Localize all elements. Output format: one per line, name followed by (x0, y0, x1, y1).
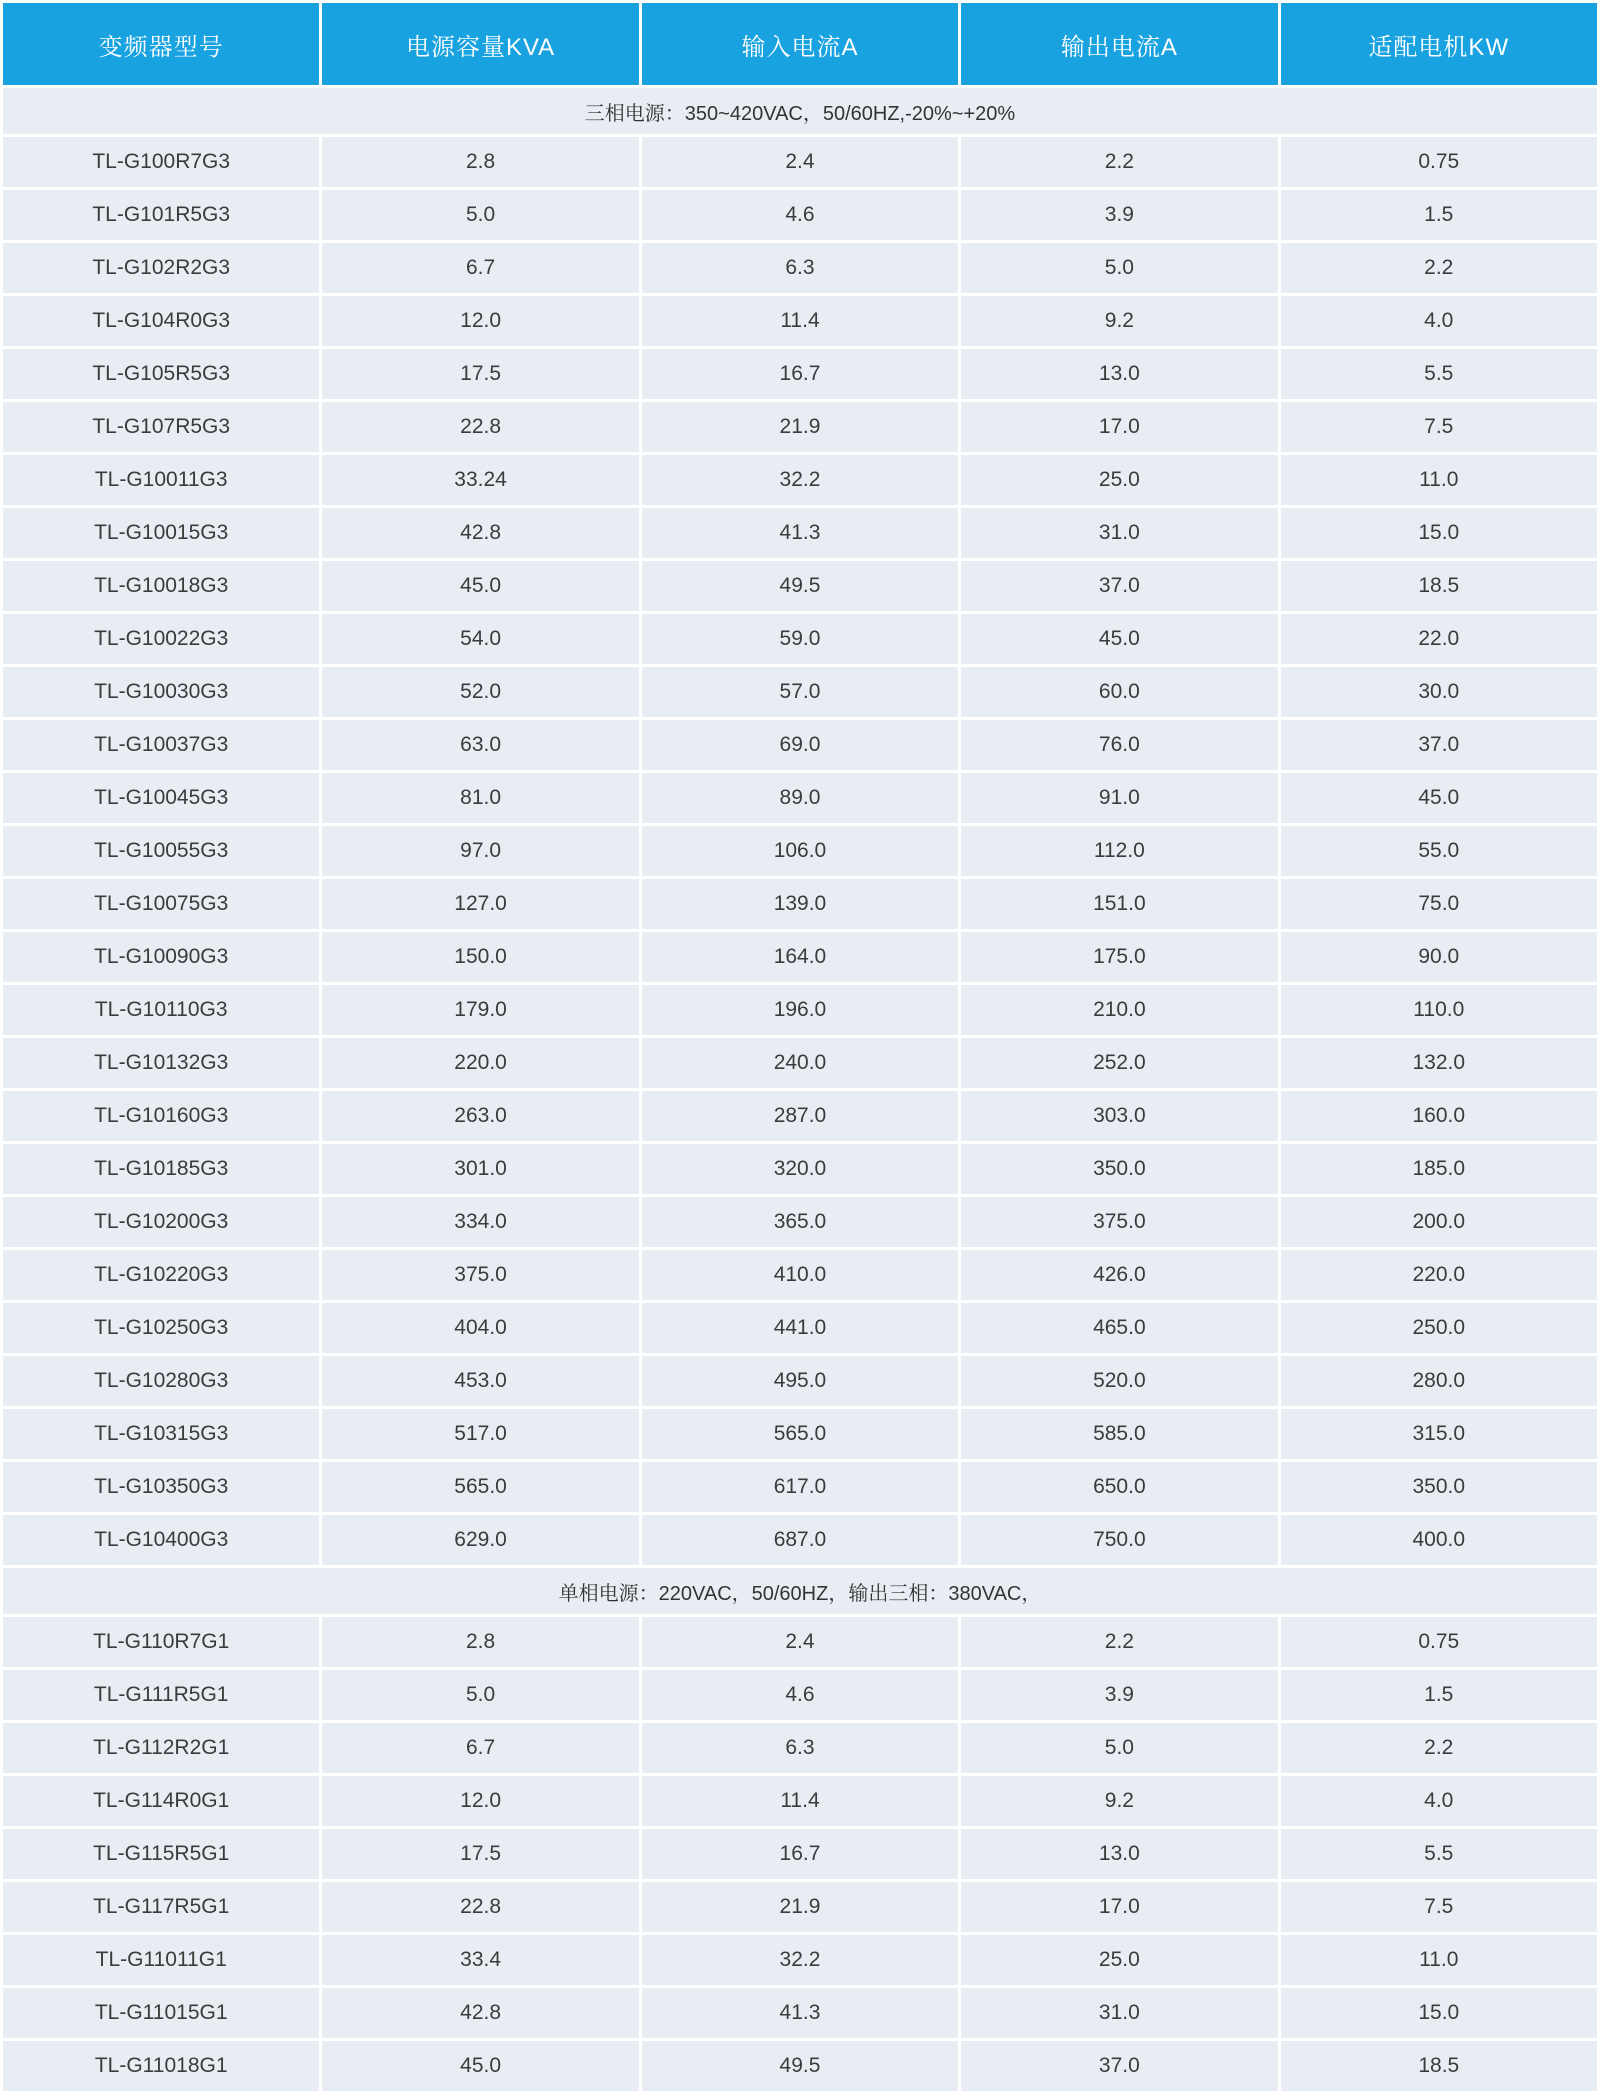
table-row (3, 614, 1597, 664)
table-row (3, 1515, 1597, 1565)
input-cell: 139.0 (642, 879, 958, 929)
motor-cell: 5.5 (1281, 349, 1597, 399)
output-cell: 17.0 (961, 1882, 1277, 1932)
table-row (3, 1882, 1597, 1932)
kva-cell: 42.8 (322, 1988, 638, 2038)
input-cell: 16.7 (642, 1829, 958, 1879)
input-cell: 6.3 (642, 243, 958, 293)
table-row (3, 137, 1597, 187)
model-cell: TL-G111R5G1 (3, 1670, 319, 1720)
kva-cell: 5.0 (322, 190, 638, 240)
motor-cell: 0.75 (1281, 1617, 1597, 1667)
table-row (3, 243, 1597, 293)
model-cell: TL-G10110G3 (3, 985, 319, 1035)
input-cell: 57.0 (642, 667, 958, 717)
table-row (3, 561, 1597, 611)
output-cell: 60.0 (961, 667, 1277, 717)
input-cell: 365.0 (642, 1197, 958, 1247)
table-row (3, 1776, 1597, 1826)
output-cell: 9.2 (961, 1776, 1277, 1826)
kva-cell: 45.0 (322, 2041, 638, 2091)
model-cell: TL-G114R0G1 (3, 1776, 319, 1826)
kva-cell: 6.7 (322, 1723, 638, 1773)
motor-cell: 2.2 (1281, 243, 1597, 293)
input-cell: 49.5 (642, 561, 958, 611)
input-cell: 41.3 (642, 508, 958, 558)
kva-cell: 220.0 (322, 1038, 638, 1088)
section-title: 单相电源：220VAC，50/60HZ，输出三相：380VAC， (3, 1568, 1597, 1614)
kva-cell: 22.8 (322, 402, 638, 452)
table-row (3, 1250, 1597, 1300)
output-cell: 13.0 (961, 1829, 1277, 1879)
table-row (3, 455, 1597, 505)
output-cell: 2.2 (961, 1617, 1277, 1667)
motor-cell: 160.0 (1281, 1091, 1597, 1141)
model-cell: TL-G10400G3 (3, 1515, 319, 1565)
input-cell: 240.0 (642, 1038, 958, 1088)
output-cell: 25.0 (961, 1935, 1277, 1985)
output-cell: 5.0 (961, 1723, 1277, 1773)
model-cell: TL-G100R7G3 (3, 137, 319, 187)
input-cell: 4.6 (642, 190, 958, 240)
input-cell: 495.0 (642, 1356, 958, 1406)
output-cell: 2.2 (961, 137, 1277, 187)
model-cell: TL-G104R0G3 (3, 296, 319, 346)
table-row (3, 1988, 1597, 2038)
motor-cell: 4.0 (1281, 296, 1597, 346)
output-cell: 45.0 (961, 614, 1277, 664)
column-header-kva: 电源容量KVA (322, 3, 638, 85)
model-cell: TL-G10037G3 (3, 720, 319, 770)
section-title-row-three-phase (3, 88, 1597, 134)
kva-cell: 2.8 (322, 137, 638, 187)
output-cell: 112.0 (961, 826, 1277, 876)
input-cell: 106.0 (642, 826, 958, 876)
table-row (3, 826, 1597, 876)
input-cell: 32.2 (642, 1935, 958, 1985)
table-row (3, 402, 1597, 452)
model-cell: TL-G10022G3 (3, 614, 319, 664)
model-cell: TL-G10250G3 (3, 1303, 319, 1353)
kva-cell: 127.0 (322, 879, 638, 929)
model-cell: TL-G10315G3 (3, 1409, 319, 1459)
motor-cell: 7.5 (1281, 1882, 1597, 1932)
table-row (3, 1409, 1597, 1459)
input-cell: 164.0 (642, 932, 958, 982)
table-row (3, 296, 1597, 346)
table-row (3, 1462, 1597, 1512)
model-cell: TL-G10045G3 (3, 773, 319, 823)
model-cell: TL-G10090G3 (3, 932, 319, 982)
motor-cell: 18.5 (1281, 2041, 1597, 2091)
model-cell: TL-G10220G3 (3, 1250, 319, 1300)
output-cell: 5.0 (961, 243, 1277, 293)
model-cell: TL-G10030G3 (3, 667, 319, 717)
motor-cell: 200.0 (1281, 1197, 1597, 1247)
model-cell: TL-G11018G1 (3, 2041, 319, 2091)
kva-cell: 81.0 (322, 773, 638, 823)
kva-cell: 6.7 (322, 243, 638, 293)
kva-cell: 334.0 (322, 1197, 638, 1247)
output-cell: 175.0 (961, 932, 1277, 982)
motor-cell: 45.0 (1281, 773, 1597, 823)
motor-cell: 0.75 (1281, 137, 1597, 187)
kva-cell: 2.8 (322, 1617, 638, 1667)
column-header-model: 变频器型号 (3, 3, 319, 85)
model-cell: TL-G10280G3 (3, 1356, 319, 1406)
output-cell: 650.0 (961, 1462, 1277, 1512)
input-cell: 617.0 (642, 1462, 958, 1512)
input-cell: 4.6 (642, 1670, 958, 1720)
output-cell: 13.0 (961, 349, 1277, 399)
section-title: 三相电源：350~420VAC，50/60HZ,-20%~+20% (3, 88, 1597, 134)
motor-cell: 22.0 (1281, 614, 1597, 664)
input-cell: 49.5 (642, 2041, 958, 2091)
model-cell: TL-G110R7G1 (3, 1617, 319, 1667)
motor-cell: 37.0 (1281, 720, 1597, 770)
model-cell: TL-G105R5G3 (3, 349, 319, 399)
kva-cell: 517.0 (322, 1409, 638, 1459)
model-cell: TL-G10185G3 (3, 1144, 319, 1194)
output-cell: 3.9 (961, 1670, 1277, 1720)
output-cell: 375.0 (961, 1197, 1277, 1247)
motor-cell: 1.5 (1281, 1670, 1597, 1720)
table-row (3, 720, 1597, 770)
input-cell: 11.4 (642, 296, 958, 346)
motor-cell: 55.0 (1281, 826, 1597, 876)
output-cell: 25.0 (961, 455, 1277, 505)
motor-cell: 15.0 (1281, 1988, 1597, 2038)
motor-cell: 132.0 (1281, 1038, 1597, 1088)
kva-cell: 404.0 (322, 1303, 638, 1353)
output-cell: 76.0 (961, 720, 1277, 770)
table-row (3, 773, 1597, 823)
input-cell: 196.0 (642, 985, 958, 1035)
section-title-row-single-phase (3, 1568, 1597, 1614)
kva-cell: 179.0 (322, 985, 638, 1035)
table-row (3, 879, 1597, 929)
model-cell: TL-G10200G3 (3, 1197, 319, 1247)
input-cell: 687.0 (642, 1515, 958, 1565)
model-cell: TL-G10160G3 (3, 1091, 319, 1141)
output-cell: 37.0 (961, 2041, 1277, 2091)
kva-cell: 12.0 (322, 296, 638, 346)
output-cell: 465.0 (961, 1303, 1277, 1353)
model-cell: TL-G10075G3 (3, 879, 319, 929)
motor-cell: 30.0 (1281, 667, 1597, 717)
output-cell: 31.0 (961, 508, 1277, 558)
output-cell: 252.0 (961, 1038, 1277, 1088)
input-cell: 21.9 (642, 402, 958, 452)
kva-cell: 5.0 (322, 1670, 638, 1720)
section-single-phase (3, 1568, 1597, 2091)
model-cell: TL-G11011G1 (3, 1935, 319, 1985)
kva-cell: 63.0 (322, 720, 638, 770)
kva-cell: 42.8 (322, 508, 638, 558)
model-cell: TL-G10015G3 (3, 508, 319, 558)
kva-cell: 45.0 (322, 561, 638, 611)
input-cell: 287.0 (642, 1091, 958, 1141)
output-cell: 210.0 (961, 985, 1277, 1035)
input-cell: 320.0 (642, 1144, 958, 1194)
input-cell: 565.0 (642, 1409, 958, 1459)
kva-cell: 565.0 (322, 1462, 638, 1512)
section-three-phase (3, 88, 1597, 1565)
motor-cell: 110.0 (1281, 985, 1597, 1035)
kva-cell: 52.0 (322, 667, 638, 717)
table-row (3, 1303, 1597, 1353)
input-cell: 69.0 (642, 720, 958, 770)
kva-cell: 33.24 (322, 455, 638, 505)
output-cell: 350.0 (961, 1144, 1277, 1194)
kva-cell: 17.5 (322, 1829, 638, 1879)
motor-cell: 280.0 (1281, 1356, 1597, 1406)
motor-cell: 400.0 (1281, 1515, 1597, 1565)
output-cell: 585.0 (961, 1409, 1277, 1459)
motor-cell: 1.5 (1281, 190, 1597, 240)
kva-cell: 629.0 (322, 1515, 638, 1565)
motor-cell: 250.0 (1281, 1303, 1597, 1353)
output-cell: 91.0 (961, 773, 1277, 823)
table-row (3, 1197, 1597, 1247)
table-row (3, 1670, 1597, 1720)
model-cell: TL-G107R5G3 (3, 402, 319, 452)
kva-cell: 33.4 (322, 1935, 638, 1985)
model-cell: TL-G117R5G1 (3, 1882, 319, 1932)
table-row (3, 985, 1597, 1035)
table-row (3, 190, 1597, 240)
column-header-input: 输入电流A (642, 3, 958, 85)
output-cell: 520.0 (961, 1356, 1277, 1406)
input-cell: 11.4 (642, 1776, 958, 1826)
table-row (3, 1935, 1597, 1985)
motor-cell: 90.0 (1281, 932, 1597, 982)
kva-cell: 453.0 (322, 1356, 638, 1406)
model-cell: TL-G11015G1 (3, 1988, 319, 2038)
table-row (3, 349, 1597, 399)
kva-cell: 22.8 (322, 1882, 638, 1932)
motor-cell: 4.0 (1281, 1776, 1597, 1826)
model-cell: TL-G115R5G1 (3, 1829, 319, 1879)
model-cell: TL-G10011G3 (3, 455, 319, 505)
motor-cell: 315.0 (1281, 1409, 1597, 1459)
input-cell: 6.3 (642, 1723, 958, 1773)
model-cell: TL-G10018G3 (3, 561, 319, 611)
input-cell: 441.0 (642, 1303, 958, 1353)
model-cell: TL-G10132G3 (3, 1038, 319, 1088)
column-header-motor: 适配电机KW (1281, 3, 1597, 85)
motor-cell: 185.0 (1281, 1144, 1597, 1194)
input-cell: 21.9 (642, 1882, 958, 1932)
input-cell: 32.2 (642, 455, 958, 505)
input-cell: 16.7 (642, 349, 958, 399)
motor-cell: 18.5 (1281, 561, 1597, 611)
model-cell: TL-G10350G3 (3, 1462, 319, 1512)
model-cell: TL-G112R2G1 (3, 1723, 319, 1773)
input-cell: 410.0 (642, 1250, 958, 1300)
column-header-output: 输出电流A (961, 3, 1277, 85)
motor-cell: 7.5 (1281, 402, 1597, 452)
motor-cell: 220.0 (1281, 1250, 1597, 1300)
table-row (3, 508, 1597, 558)
table-row (3, 2041, 1597, 2091)
output-cell: 426.0 (961, 1250, 1277, 1300)
output-cell: 750.0 (961, 1515, 1277, 1565)
table-row (3, 1723, 1597, 1773)
output-cell: 17.0 (961, 402, 1277, 452)
table-row (3, 1038, 1597, 1088)
input-cell: 2.4 (642, 137, 958, 187)
kva-cell: 97.0 (322, 826, 638, 876)
input-cell: 2.4 (642, 1617, 958, 1667)
kva-cell: 17.5 (322, 349, 638, 399)
model-cell: TL-G101R5G3 (3, 190, 319, 240)
output-cell: 303.0 (961, 1091, 1277, 1141)
header-row (3, 3, 1597, 85)
kva-cell: 54.0 (322, 614, 638, 664)
motor-cell: 11.0 (1281, 1935, 1597, 1985)
table-row (3, 1356, 1597, 1406)
output-cell: 9.2 (961, 296, 1277, 346)
kva-cell: 12.0 (322, 1776, 638, 1826)
kva-cell: 301.0 (322, 1144, 638, 1194)
table-row (3, 932, 1597, 982)
kva-cell: 150.0 (322, 932, 638, 982)
model-cell: TL-G10055G3 (3, 826, 319, 876)
output-cell: 37.0 (961, 561, 1277, 611)
motor-cell: 75.0 (1281, 879, 1597, 929)
table-row (3, 1144, 1597, 1194)
table-row (3, 1617, 1597, 1667)
output-cell: 151.0 (961, 879, 1277, 929)
input-cell: 89.0 (642, 773, 958, 823)
table-row (3, 667, 1597, 717)
table-row (3, 1091, 1597, 1141)
model-cell: TL-G102R2G3 (3, 243, 319, 293)
motor-cell: 11.0 (1281, 455, 1597, 505)
motor-cell: 2.2 (1281, 1723, 1597, 1773)
kva-cell: 263.0 (322, 1091, 638, 1141)
motor-cell: 5.5 (1281, 1829, 1597, 1879)
motor-cell: 15.0 (1281, 508, 1597, 558)
motor-cell: 350.0 (1281, 1462, 1597, 1512)
output-cell: 3.9 (961, 190, 1277, 240)
table-row (3, 1829, 1597, 1879)
output-cell: 31.0 (961, 1988, 1277, 2038)
input-cell: 41.3 (642, 1988, 958, 2038)
input-cell: 59.0 (642, 614, 958, 664)
kva-cell: 375.0 (322, 1250, 638, 1300)
